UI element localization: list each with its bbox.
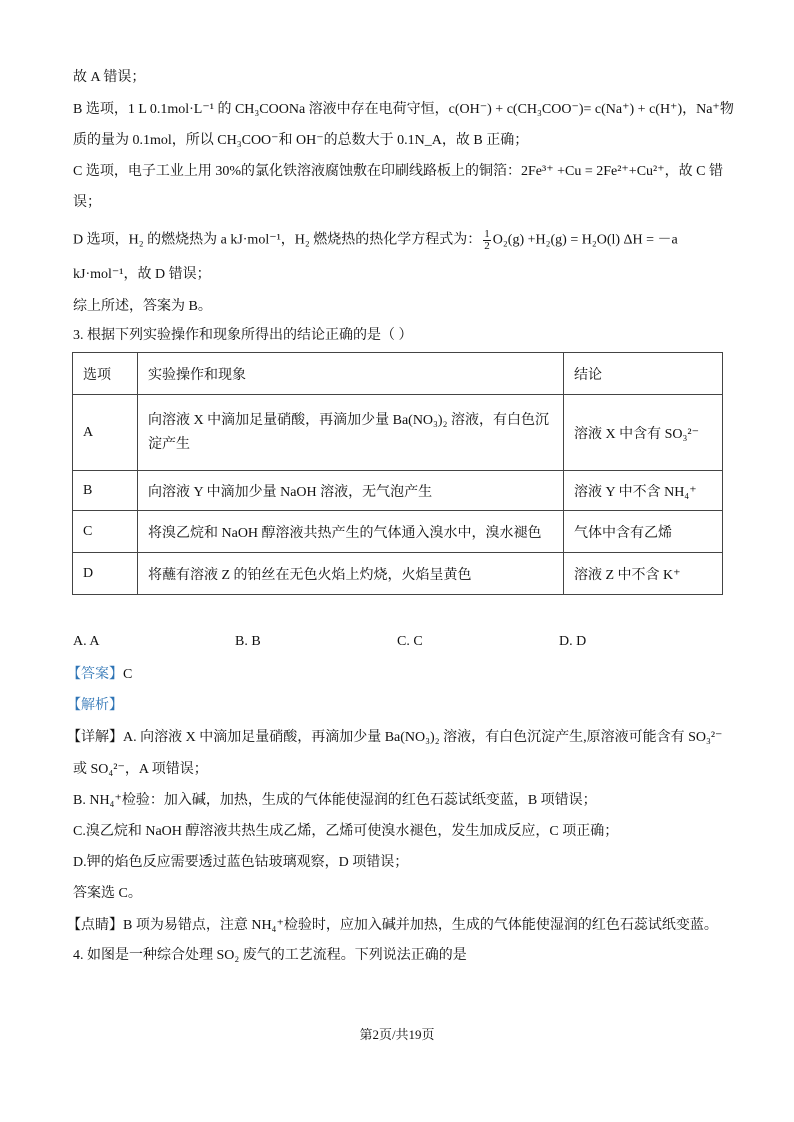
table-cell-operation bbox=[138, 395, 564, 471]
table-header-cell: 实验操作和现象 bbox=[138, 353, 564, 395]
table-cell-option: D bbox=[73, 553, 138, 595]
answer-value: C bbox=[123, 667, 133, 682]
table-row bbox=[73, 511, 723, 553]
detail-tag: 【详解】 bbox=[67, 730, 123, 745]
option-a: A. A bbox=[73, 634, 100, 649]
table-cell-option: A bbox=[73, 395, 138, 471]
equation-line bbox=[73, 229, 734, 252]
page-footer: 第2页/共19页 bbox=[359, 1027, 435, 1042]
option-b: B. B bbox=[235, 634, 261, 649]
text-line: 质的量为 0.1mol，所以 CH₃COO⁻和 OH⁻的总数大于 0.1N_A，故 B 正确； bbox=[73, 133, 529, 148]
comment-line bbox=[67, 916, 734, 936]
question-4-stem: 4. 如图是一种综合处理 SO₂ 废气的工艺流程。下列说法正确的是 bbox=[73, 948, 467, 963]
cell-text: 淀产生 bbox=[148, 436, 190, 452]
cell-text: 向溶液 X 中滴加足量硝酸，再滴加少量 Ba(NO₃)₂ 溶液，有白色沉 bbox=[148, 412, 549, 428]
analysis-tag: 【解析】 bbox=[67, 698, 123, 713]
question-3-stem: 3. 根据下列实验操作和现象所得出的结论正确的是（ ） bbox=[73, 328, 413, 343]
option-d: D. D bbox=[559, 634, 587, 649]
text-line: D.钾的焰色反应需要透过蓝色钴玻璃观察，D 项错误； bbox=[73, 855, 409, 870]
text-line: 误； bbox=[73, 195, 101, 210]
table-row bbox=[73, 471, 723, 511]
table-cell-option: B bbox=[73, 471, 138, 511]
experiment-table bbox=[72, 352, 723, 595]
table-cell-conclusion: 溶液 X 中含有 SO₃²⁻ bbox=[564, 395, 723, 471]
text-line: B 选项，1 L 0.1mol·L⁻¹ 的 CH₃COONa 溶液中存在电荷守恒，c(OH⁻) + c(CH₃COO⁻)= c(Na⁺) + c(H⁺)，Na⁺物 bbox=[73, 102, 734, 117]
fraction bbox=[483, 229, 491, 252]
table-cell-operation: 向溶液 Y 中滴加少量 NaOH 溶液，无气泡产生 bbox=[138, 471, 564, 511]
table-header-row bbox=[73, 353, 723, 395]
text-line: B. NH₄⁺检验：加入碱，加热，生成的气体能使湿润的红色石蕊试纸变蓝，B 项错误； bbox=[73, 793, 597, 808]
text-line: C 选项，电子工业上用 30%的氯化铁溶液腐蚀敷在印刷线路板上的铜箔：2Fe³⁺ +Cu = 2Fe²⁺+Cu²⁺，故 C 错 bbox=[73, 164, 723, 179]
table-cell-conclusion: 气体中含有乙烯 bbox=[564, 511, 723, 553]
table-cell-operation: 将溴乙烷和 NaOH 醇溶液共热产生的气体通入溴水中，溴水褪色 bbox=[138, 511, 564, 553]
table-row bbox=[73, 553, 723, 595]
analysis-line bbox=[67, 696, 734, 716]
detail-text: A. 向溶液 X 中滴加足量硝酸，再滴加少量 Ba(NO₃)₂ 溶液，有白色沉淀产生,原溶液可能含有 SO₃²⁻ bbox=[123, 730, 723, 745]
text-line: 综上所述，答案为 B。 bbox=[73, 299, 212, 314]
comment-text: B 项为易错点，注意 NH₄⁺检验时，应加入碱并加热，生成的气体能使湿润的红色石蕊试纸变蓝。 bbox=[123, 918, 718, 933]
detail-line bbox=[67, 728, 734, 748]
text-line: kJ·mol⁻¹，故 D 错误； bbox=[73, 267, 211, 282]
table-cell-operation: 将蘸有溶液 Z 的铂丝在无色火焰上灼烧，火焰呈黄色 bbox=[138, 553, 564, 595]
answer-options bbox=[73, 634, 733, 654]
text-line: C.溴乙烷和 NaOH 醇溶液共热生成乙烯，乙烯可使溴水褪色，发生加成反应，C 项正确； bbox=[73, 824, 619, 839]
text-span: D 选项，H₂ 的燃烧热为 a kJ·mol⁻¹，H₂ 燃烧热的热化学方程式为： bbox=[73, 232, 482, 248]
answer-line bbox=[67, 665, 734, 685]
table-row bbox=[73, 395, 723, 471]
answer-tag: 【答案】 bbox=[67, 667, 123, 682]
text-line: 或 SO₄²⁻，A 项错误； bbox=[73, 762, 208, 777]
table-cell-conclusion: 溶液 Y 中不含 NH₄⁺ bbox=[564, 471, 723, 511]
table-header-cell: 选项 bbox=[73, 353, 138, 395]
fraction-denominator: 2 bbox=[484, 240, 490, 252]
text-line: 故 A 错误； bbox=[73, 70, 146, 85]
table-cell-option: C bbox=[73, 511, 138, 553]
table-header-cell: 结论 bbox=[564, 353, 723, 395]
text-span: O₂(g) +H₂(g) = H₂O(l) ΔH = －a bbox=[492, 232, 678, 248]
fraction-numerator: 1 bbox=[484, 228, 490, 240]
table-cell-conclusion: 溶液 Z 中不含 K⁺ bbox=[564, 553, 723, 595]
comment-tag: 【点睛】 bbox=[67, 918, 123, 933]
option-c: C. C bbox=[397, 634, 423, 649]
text-line: 答案选 C。 bbox=[73, 886, 142, 901]
